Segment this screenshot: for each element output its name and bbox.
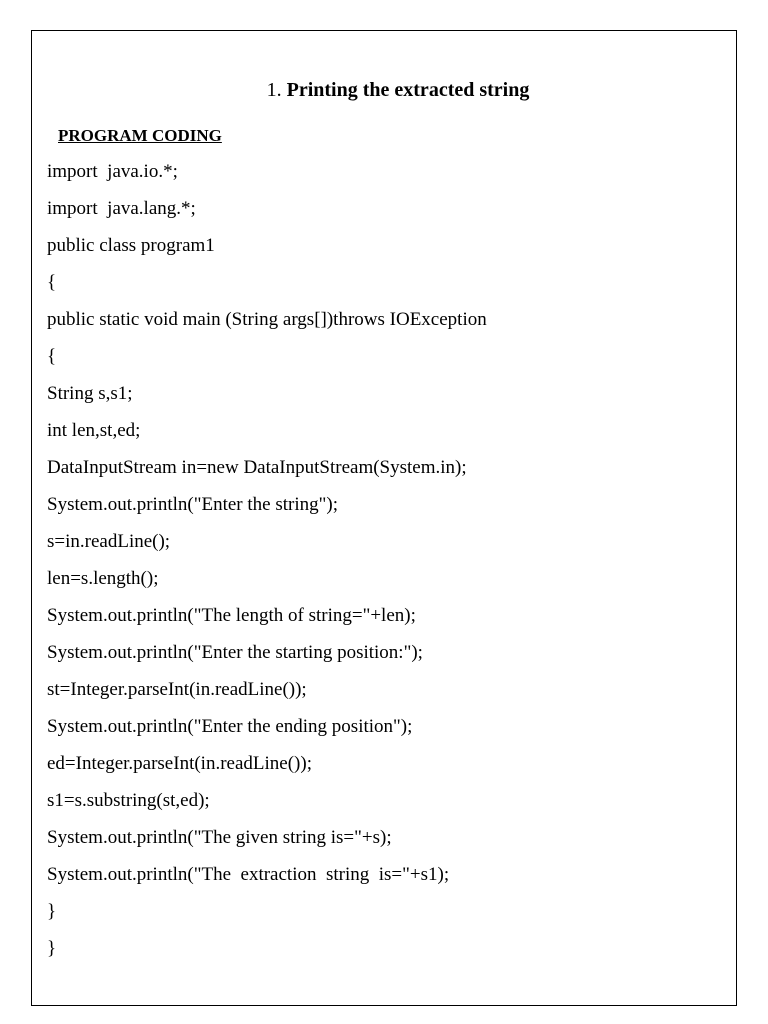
code-line: System.out.println("Enter the starting position:"); xyxy=(47,642,423,663)
code-line: } xyxy=(47,901,57,922)
code-line: s1=s.substring(st,ed); xyxy=(47,790,210,811)
heading-title: Printing the extracted string xyxy=(286,79,530,101)
code-line: len=s.length(); xyxy=(47,568,159,589)
code-listing xyxy=(47,158,487,972)
code-line: String s,s1; xyxy=(47,383,133,404)
section-label: PROGRAM CODING xyxy=(58,126,222,145)
code-line: System.out.println("The given string is="+s); xyxy=(47,827,392,848)
code-line: System.out.println("Enter the string"); xyxy=(47,494,338,515)
code-line: System.out.println("Enter the ending position"); xyxy=(47,716,413,737)
code-line: } xyxy=(47,938,57,959)
code-line: s=in.readLine(); xyxy=(47,531,171,552)
code-line: import java.lang.*; xyxy=(47,198,196,219)
code-line: DataInputStream in=new DataInputStream(System.in); xyxy=(47,457,467,478)
code-line: public class program1 xyxy=(47,235,215,256)
code-line: System.out.println("The length of string="+len); xyxy=(47,605,416,626)
code-line: { xyxy=(47,272,57,293)
code-line: public static void main (String args[])throws IOException xyxy=(47,309,487,330)
code-line: st=Integer.parseInt(in.readLine()); xyxy=(47,679,307,700)
code-line: int len,st,ed; xyxy=(47,420,141,441)
page-heading xyxy=(0,78,768,102)
code-line: { xyxy=(47,346,57,367)
code-line: System.out.println("The extraction string is="+s1); xyxy=(47,864,450,885)
code-line: ed=Integer.parseInt(in.readLine()); xyxy=(47,753,312,774)
code-line: import java.io.*; xyxy=(47,161,178,182)
heading-number: 1. xyxy=(266,79,282,101)
